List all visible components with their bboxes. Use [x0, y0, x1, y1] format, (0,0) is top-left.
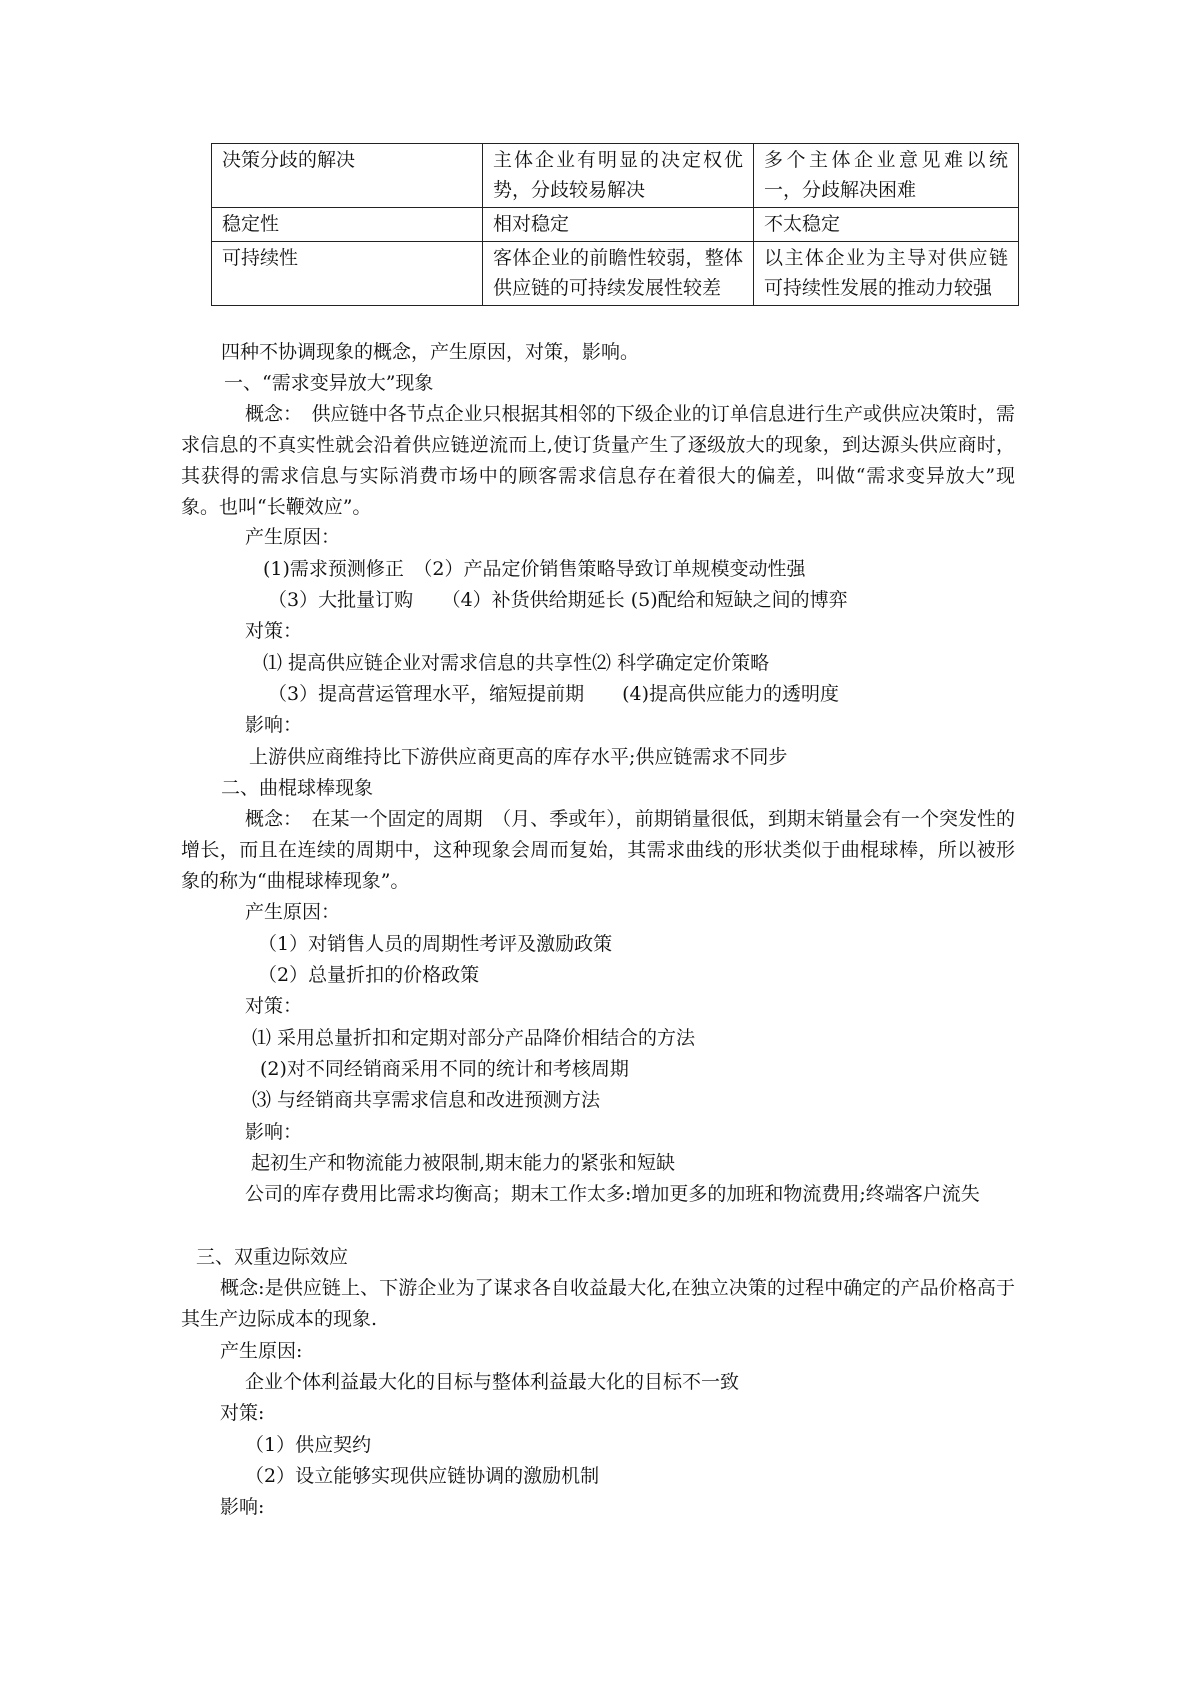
impact-label: 影响：	[245, 1121, 303, 1143]
table-cell: 决策分歧的解决	[212, 144, 483, 208]
concept-paragraph: 概念:是供应链上、下游企业为了谋求各自收益最大化,在独立决策的过程中确定的产品价格高于其生产边际成本的现象.	[181, 1277, 1015, 1330]
concept-paragraph: 概念： 在某一个固定的周期 （月、季或年），前期销量很低，到期末销量会有一个突发性的增长，而且在连续的周期中，这种现象会周而复始，其需求曲线的形状类似于曲棍球棒，所以被形象的称为“曲棍球棒现象”。	[181, 808, 1015, 892]
measure-item: (2)对不同经销商采用不同的统计和考核周期	[260, 1058, 629, 1080]
impact-label: 影响：	[245, 714, 303, 736]
measure-label: 对策：	[245, 620, 303, 642]
measure-item: （3）提高营运管理水平，缩短提前期 (4)提高供应能力的透明度	[268, 683, 840, 705]
table-cell: 主体企业有明显的决定权优势，分歧较易解决	[483, 144, 754, 208]
measure-item: ⑶ 与经销商共享需求信息和改进预测方法	[252, 1089, 601, 1111]
comparison-table	[211, 143, 1019, 306]
table-cell: 稳定性	[212, 208, 483, 242]
cause-item: （3）大批量订购 （4）补货供给期延长 (5)配给和短缺之间的博弈	[268, 589, 848, 611]
table-cell: 客体企业的前瞻性较弱，整体供应链的可持续发展性较差	[483, 242, 754, 306]
concept-paragraph: 概念： 供应链中各节点企业只根据其相邻的下级企业的订单信息进行生产或供应决策时，需求信息的不真实性就会沿着供应链逆流而上,使订货量产生了逐级放大的现象，到达源头供应商时，其获得的需求信息与实际消费市场中的顾客需求信息存在着很大的偏差，叫做“需求变异放大”现象。也叫“长鞭效应”。	[181, 403, 1015, 518]
measure-label: 对策：	[245, 995, 303, 1017]
impact-item: 上游供应商维持比下游供应商更高的库存水平;供应链需求不同步	[249, 746, 788, 768]
table-row	[212, 208, 1019, 242]
cause-label: 产生原因：	[245, 901, 341, 923]
measure-item: （2）设立能够实现供应链协调的激励机制	[245, 1465, 600, 1487]
impact-paragraph: 公司的库存费用比需求均衡高；期末工作太多:增加更多的加班和物流费用;终端客户流失	[245, 1183, 980, 1205]
table-cell: 可持续性	[212, 242, 483, 306]
table-row	[212, 242, 1019, 306]
measure-item: （1）供应契约	[245, 1434, 372, 1456]
section-heading: 一、“需求变异放大”现象	[224, 372, 434, 394]
cause-label: 产生原因：	[245, 526, 341, 548]
table-cell: 相对稳定	[483, 208, 754, 242]
section-heading: 三、双重边际效应	[196, 1246, 349, 1268]
cause-item: （2）总量折扣的价格政策	[258, 964, 480, 986]
table-cell: 以主体企业为主导对供应链可持续性发展的推动力较强	[754, 242, 1019, 306]
section-heading: 二、曲棍球棒现象	[221, 777, 374, 799]
impact-label: 影响:	[220, 1496, 265, 1518]
measure-item: ⑴ 提高供应链企业对需求信息的共享性⑵ 科学确定定价策略	[263, 652, 770, 674]
measure-label: 对策:	[220, 1402, 265, 1424]
intro-line: 四种不协调现象的概念，产生原因，对策，影响。	[221, 341, 640, 363]
table-row	[212, 144, 1019, 208]
cause-item: (1)需求预测修正 （2）产品定价销售策略导致订单规模变动性强	[263, 558, 806, 580]
impact-item: 起初生产和物流能力被限制,期末能力的紧张和短缺	[251, 1152, 676, 1174]
cause-label: 产生原因:	[220, 1340, 303, 1362]
cause-item: 企业个体利益最大化的目标与整体利益最大化的目标不一致	[245, 1371, 740, 1393]
measure-item: ⑴ 采用总量折扣和定期对部分产品降价相结合的方法	[252, 1027, 696, 1049]
table-cell: 不太稳定	[754, 208, 1019, 242]
cause-item: （1）对销售人员的周期性考评及激励政策	[258, 933, 613, 955]
table-cell: 多个主体企业意见难以统一，分歧解决困难	[754, 144, 1019, 208]
